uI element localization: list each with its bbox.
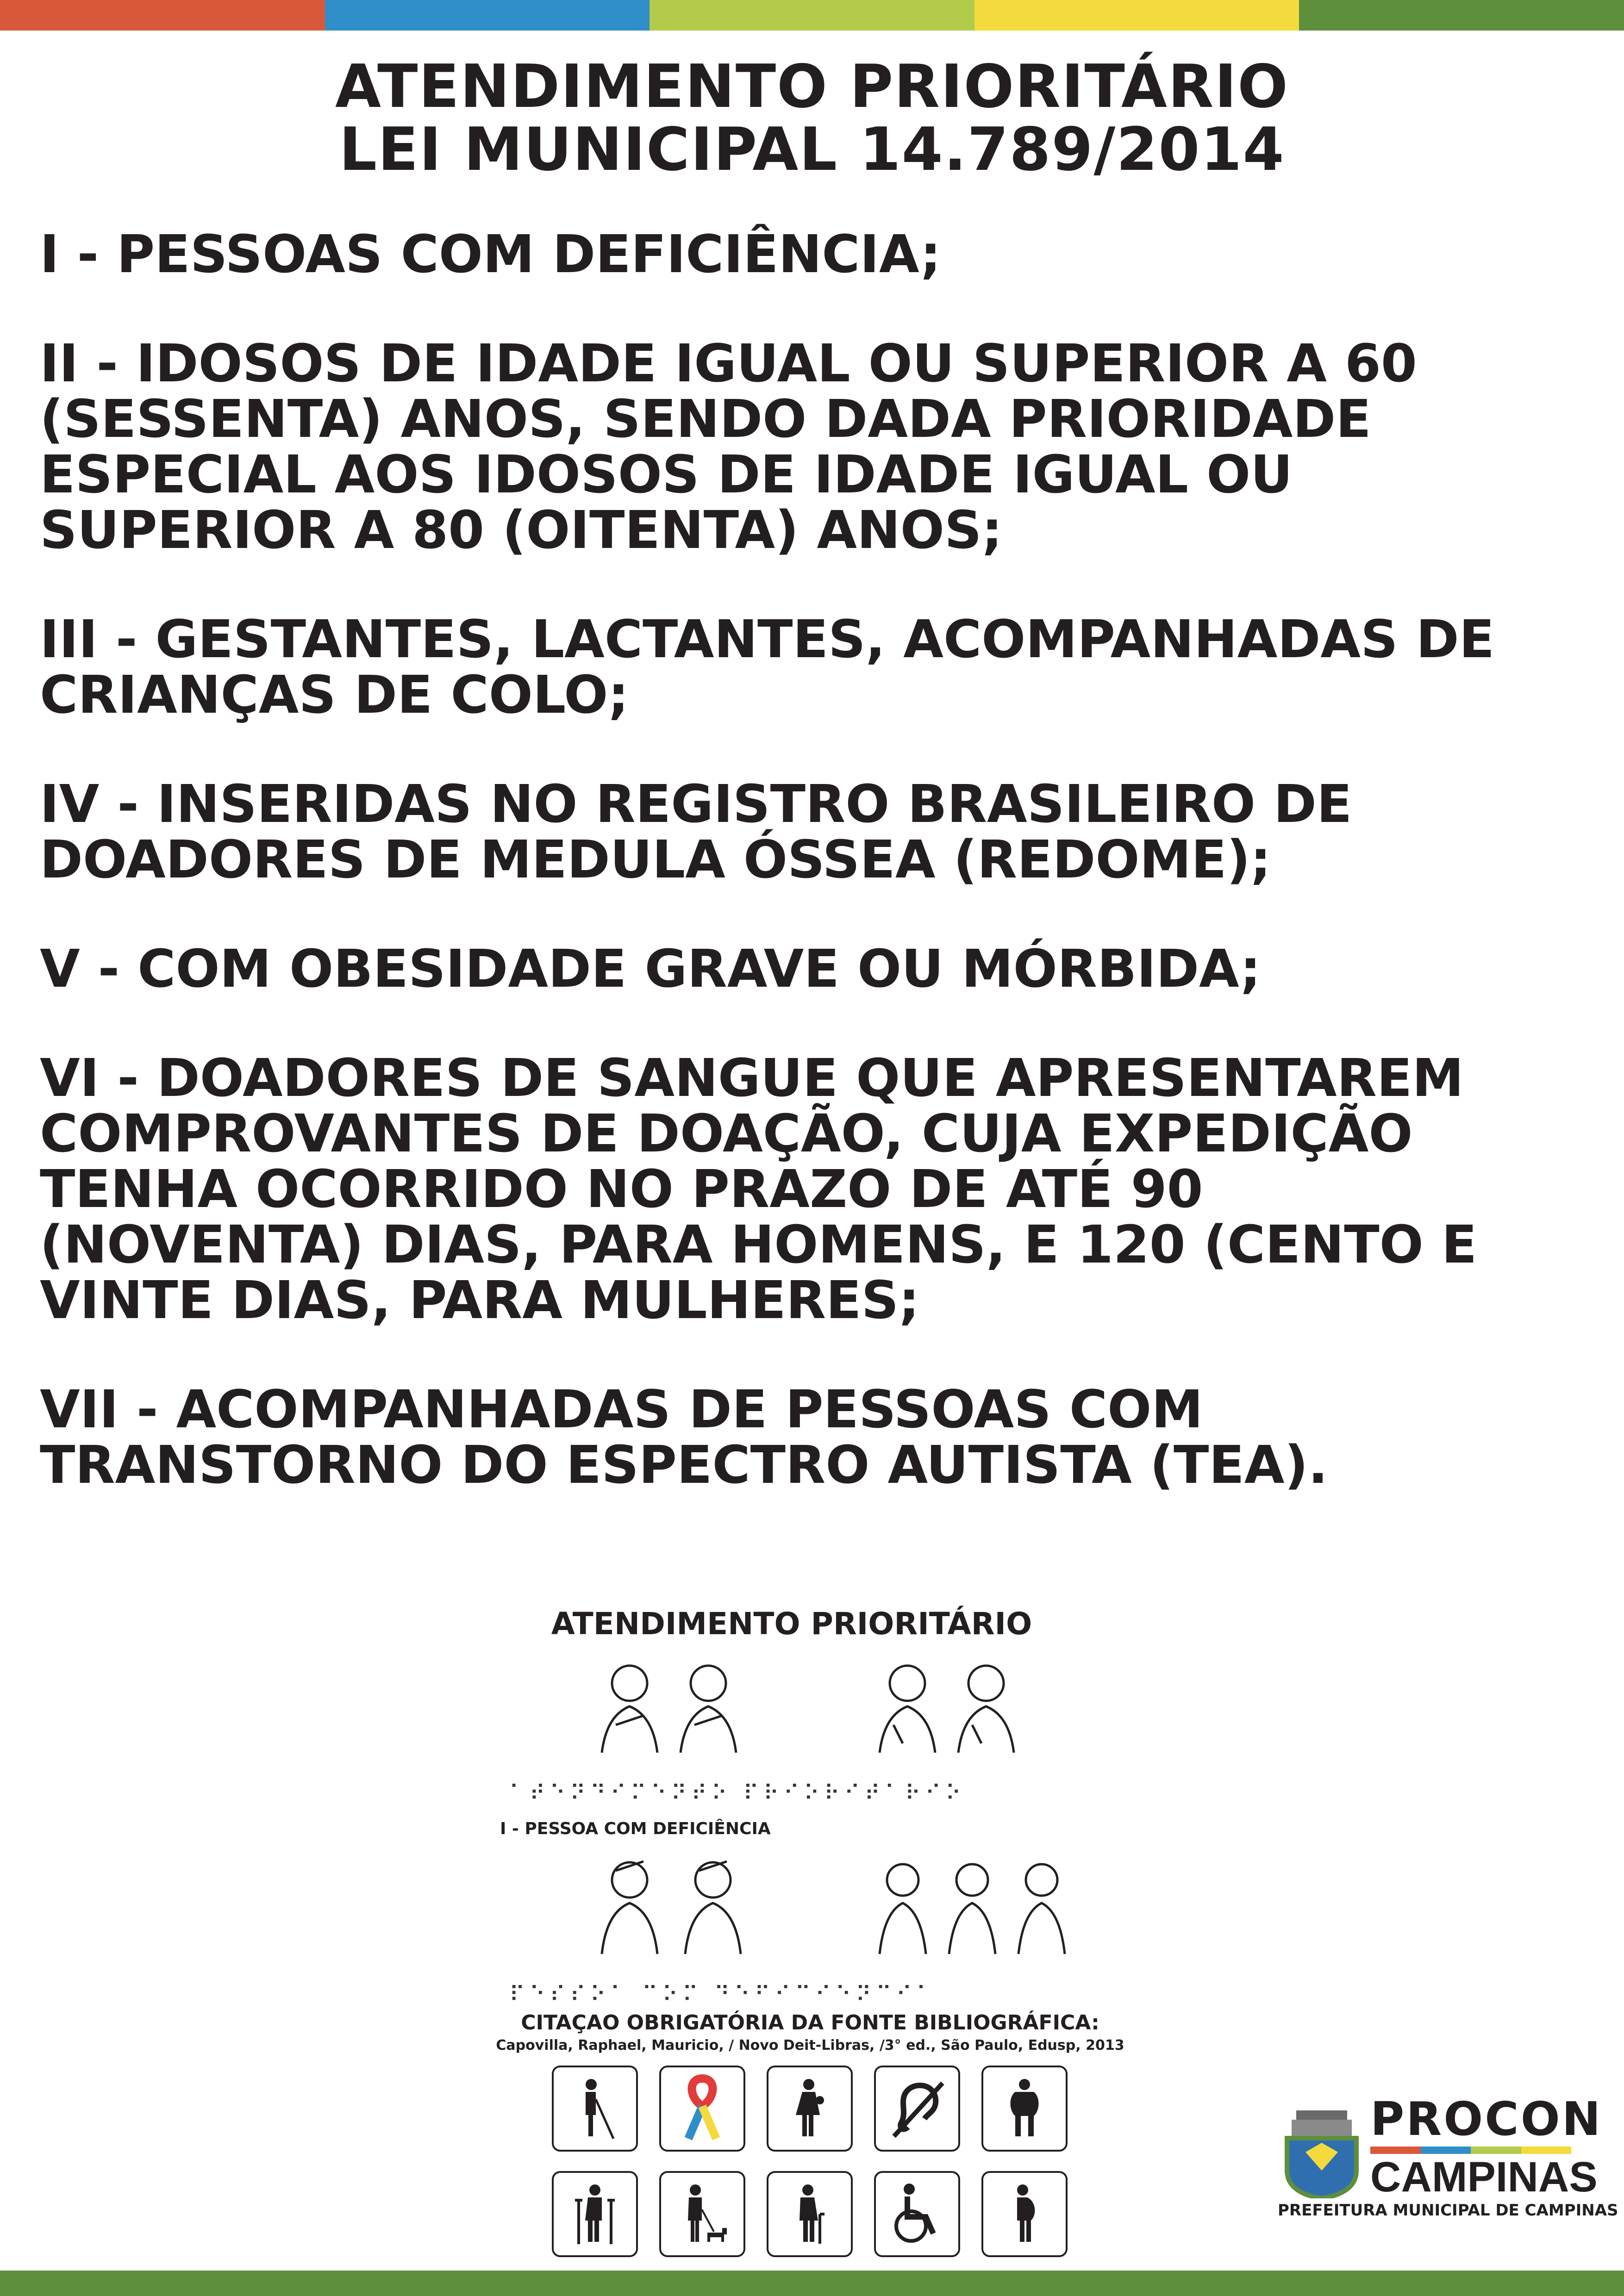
poster-title (0, 52, 1624, 184)
list-item (40, 612, 1595, 723)
procon-campinas-logo (1278, 2092, 1618, 2221)
item-line: COMPROVANTES DE DOAÇÃO, CUJA EXPEDIÇÃO (40, 1104, 1413, 1164)
item-line: VI - DOADORES DE SANGUE QUE APRESENTAREM (40, 1048, 1464, 1108)
libras-sub-label: I - PESSOA COM DEFICIÊNCIA (500, 1819, 771, 1838)
accessibility-icons-grid (552, 2066, 1069, 2257)
item-line: II - IDOSOS DE IDADE IGUAL OU SUPERIOR A 60 (40, 334, 1417, 394)
priority-list (40, 224, 1595, 1547)
obese-person-icon (981, 2066, 1068, 2152)
item-line: CRIANÇAS DE COLO; (40, 665, 629, 725)
hearing-impaired-icon (874, 2066, 960, 2152)
item-line: SUPERIOR A 80 (OITENTA) ANOS; (40, 500, 1003, 560)
stripe-blue (325, 0, 650, 31)
item-line: VINTE DIAS, PARA MULHERES; (40, 1270, 920, 1331)
item-line: DOADORES DE MEDULA ÓSSEA (REDOME); (40, 830, 1271, 890)
item-line: (SESSENTA) ANOS, SENDO DADA PRIORIDADE (40, 389, 1371, 449)
list-item (40, 336, 1595, 558)
stripe-green (650, 0, 974, 31)
guide-dog-person-icon (659, 2171, 745, 2257)
bottom-green-bar (0, 2271, 1624, 2296)
item-line: ESPECIAL AOS IDOSOS DE IDADE IGUAL OU (40, 445, 1293, 505)
sign-illustrations-row-2 (509, 1843, 1157, 1982)
list-item (40, 941, 1595, 997)
crutches-person-icon (552, 2171, 638, 2257)
stripe-dark-green (1299, 0, 1624, 31)
logo-procon-text: PROCON (1370, 2092, 1603, 2146)
sign-language-figures-icon (537, 1646, 1130, 1776)
person-with-baby-icon (767, 2066, 853, 2152)
citation-block (472, 2011, 1148, 2053)
list-item (40, 1382, 1595, 1493)
stripe-yellow (974, 0, 1299, 31)
list-item (40, 774, 1595, 890)
citation-source: Capovilla, Raphael, Mauricio, / Novo Deit-Libras, /3° ed., São Paulo, Edusp, 2013 (496, 2037, 1124, 2053)
item-line: (NOVENTA) DIAS, PARA HOMENS, E 120 (CENTO E (40, 1215, 1477, 1275)
city-coat-of-arms-icon (1278, 2101, 1366, 2198)
citation-heading: CITAÇAO OBRIGATÓRIA DA FONTE BIBLIOGRÁFICA: (521, 2011, 1099, 2035)
stripe-orange (0, 0, 325, 31)
item-line: TENHA OCORRIDO NO PRAZO DE ATÉ 90 (40, 1159, 1203, 1220)
wheelchair-icon (874, 2171, 960, 2257)
item-line: TRANSTORNO DO ESPECTRO AUTISTA (TEA). (40, 1435, 1328, 1495)
item-line: VII - ACOMPANHADAS DE PESSOAS COM (40, 1380, 1203, 1440)
sign-language-figures-icon (537, 1843, 1130, 1963)
top-color-stripe (0, 0, 1624, 31)
blind-person-icon (552, 2066, 638, 2152)
logo-prefeitura-text: PREFEITURA MUNICIPAL DE CAMPINAS (1278, 2201, 1618, 2220)
item-line: V - COM OBESIDADE GRAVE OU MÓRBIDA; (40, 939, 1261, 999)
item-line: IV - INSERIDAS NO REGISTRO BRASILEIRO DE (40, 774, 1352, 834)
elderly-cane-icon (767, 2171, 853, 2257)
sign-illustrations-row-1 (509, 1642, 1157, 1780)
braille-text-1: ⠁⠞⠑⠝⠙⠊⠍⠑⠝⠞⠕ ⠏⠗⠊⠕⠗⠊⠞⠁⠗⠊⠕ (509, 1780, 966, 1805)
item-line: III - GESTANTES, LACTANTES, ACOMPANHADAS DE (40, 610, 1495, 670)
libras-sign-panel (500, 1606, 1157, 2007)
pregnant-woman-icon (981, 2171, 1068, 2257)
title-line-1: ATENDIMENTO PRIORITÁRIO (335, 52, 1289, 121)
list-item (40, 224, 1595, 285)
item-line: I - PESSOAS COM DEFICIÊNCIA; (40, 224, 941, 285)
list-item (40, 1048, 1595, 1331)
title-line-2: LEI MUNICIPAL 14.789/2014 (339, 115, 1285, 184)
autism-ribbon-icon (659, 2066, 745, 2152)
libras-title: ATENDIMENTO PRIORITÁRIO (551, 1606, 1032, 1642)
braille-text-2: ⠏⠑⠎⠎⠕⠁ ⠉⠕⠍ ⠙⠑⠋⠊⠉⠊⠑⠝⠉⠊⠁ (509, 1982, 937, 2007)
logo-campinas-text: CAMPINAS (1370, 2153, 1598, 2201)
